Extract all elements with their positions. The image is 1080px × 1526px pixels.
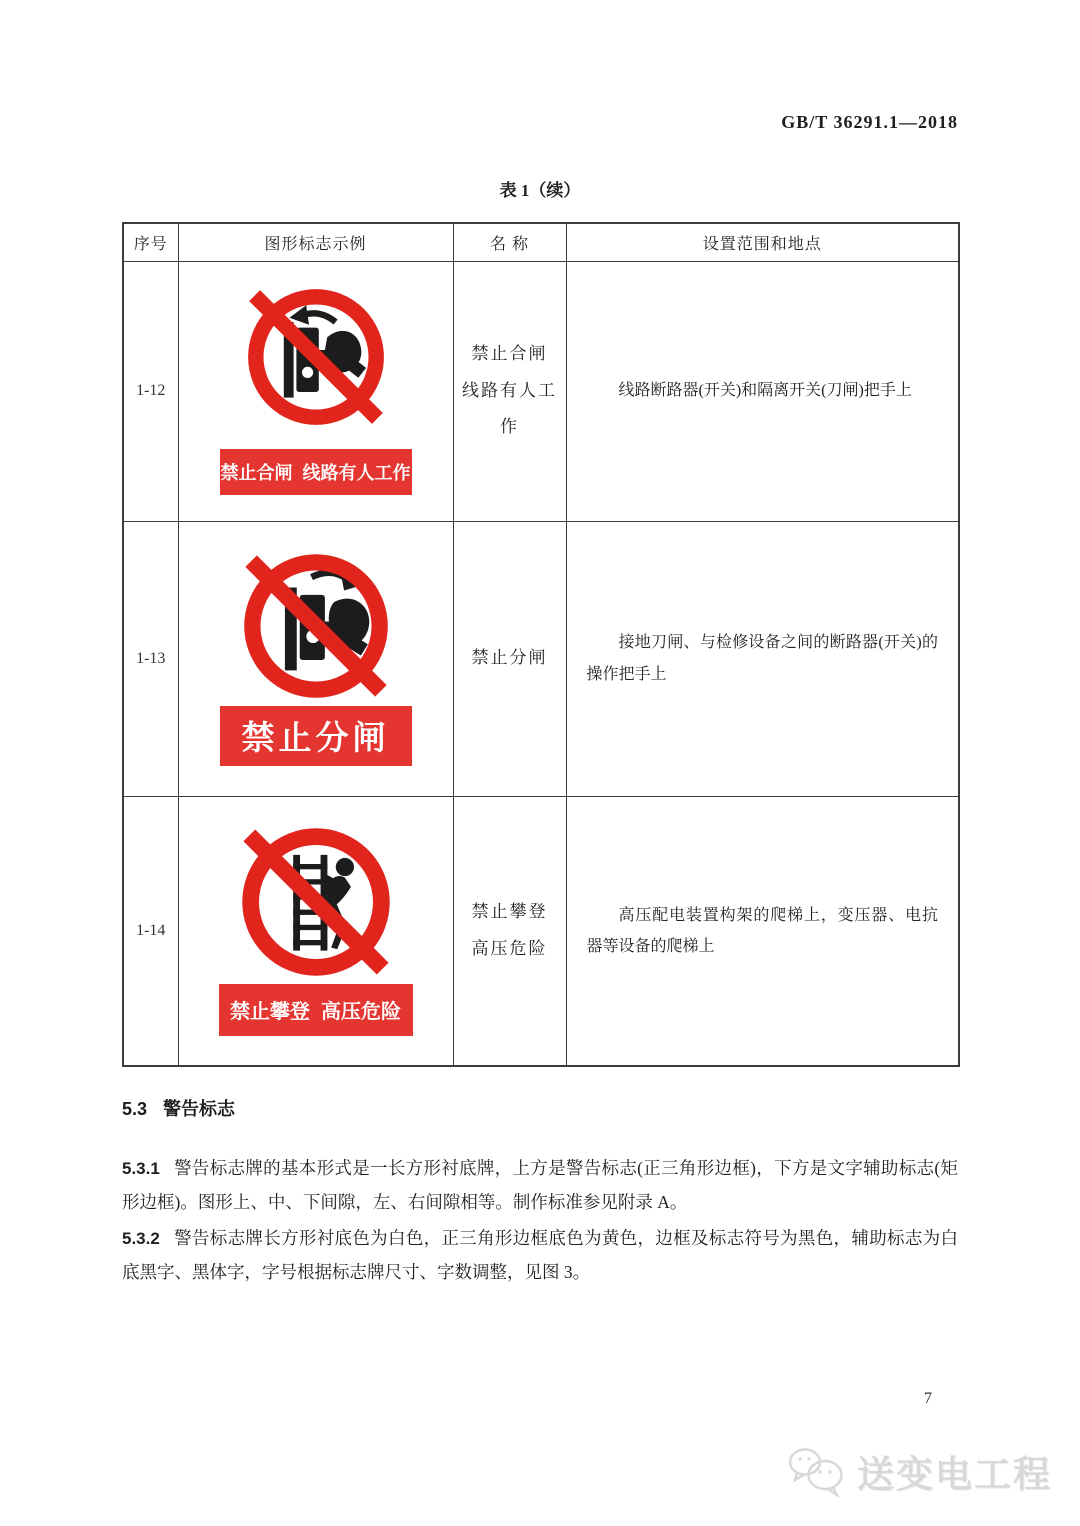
col-header-index: 序号 xyxy=(123,223,178,261)
clause-text: 警告标志牌的基本形式是一长方形衬底牌，上方是警告标志(正三角形边框)，下方是文字辅助标志(矩形边框)。图形上、中、下间隙，左、右间隙相等。制作标准参见附录 A。 xyxy=(122,1158,958,1213)
standard-code: GB/T 36291.1—2018 xyxy=(781,112,958,132)
clause-number: 5.3.2 xyxy=(122,1229,160,1249)
placement-cell: 线路断路器(开关)和隔离开关(刀闸)把手上 xyxy=(566,261,959,521)
sign-example-cell xyxy=(178,796,453,1066)
table-row xyxy=(123,261,959,521)
section-5-3 xyxy=(122,1095,958,1292)
prohibition-sign xyxy=(179,826,453,1036)
sign-text-plate: 禁止分闸 xyxy=(220,706,412,766)
watermark-text: 送变电工程 xyxy=(857,1454,1052,1495)
no-switching-on-icon xyxy=(240,287,392,427)
table-title: 表 1（续） xyxy=(499,181,581,200)
col-header-name: 名 称 xyxy=(453,223,566,261)
sign-example-cell xyxy=(178,261,453,521)
clause-number: 5.3.1 xyxy=(122,1159,160,1178)
row-index: 1-14 xyxy=(123,796,178,1066)
wechat-icon xyxy=(785,1445,847,1497)
prohibition-sign xyxy=(179,552,453,766)
placement-cell: 接地刀闸、与检修设备之间的断路器(开关)的操作把手上 xyxy=(566,521,959,796)
row-index: 1-13 xyxy=(123,521,178,796)
no-climbing-icon xyxy=(234,826,398,978)
placement-cell: 高压配电装置构架的爬梯上，变压器、电抗器等设备的爬梯上 xyxy=(566,796,959,1066)
clause-5-3-2 xyxy=(122,1221,958,1289)
sign-name-cell: 禁止攀登 高压危险 xyxy=(453,796,566,1066)
row-index: 1-12 xyxy=(123,261,178,521)
sign-name-cell: 禁止分闸 xyxy=(453,521,566,796)
page-number: 7 xyxy=(924,1390,932,1407)
col-header-location: 设置范围和地点 xyxy=(566,223,959,261)
sign-text-plate: 禁止合闸 线路有人工作 xyxy=(220,449,412,495)
prohibition-sign xyxy=(179,287,453,495)
col-header-sign: 图形标志示例 xyxy=(178,223,453,261)
sign-name-cell: 禁止合闸 线路有人工作 xyxy=(453,261,566,521)
section-heading xyxy=(122,1095,958,1121)
no-switching-off-icon xyxy=(236,552,396,700)
clause-5-3-1 xyxy=(122,1151,958,1219)
sign-text-plate: 禁止攀登 高压危险 xyxy=(219,984,413,1036)
table-row xyxy=(123,796,959,1066)
sign-example-cell xyxy=(178,521,453,796)
section-number: 5.3 xyxy=(122,1099,148,1119)
table-row xyxy=(123,521,959,796)
section-title: 警告标志 xyxy=(163,1099,236,1119)
prohibition-signs-table xyxy=(122,222,960,1067)
watermark xyxy=(785,1444,1052,1498)
clause-text: 警告标志牌长方形衬底色为白色，正三角形边框底色为黄色，边框及标志符号为黑色，辅助标志为白底黑字、黑体字，字号根据标志牌尺寸、字数调整，见图 3。 xyxy=(122,1228,958,1283)
table-header-row xyxy=(123,223,959,261)
